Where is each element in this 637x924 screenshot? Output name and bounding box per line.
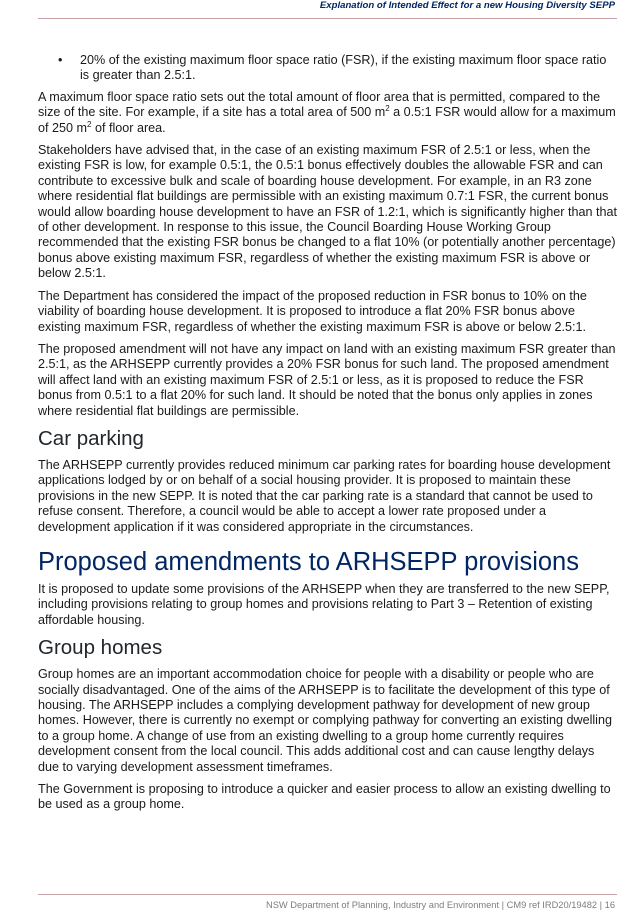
paragraph-stakeholders: Stakeholders have advised that, in the case of an existing maximum FSR of 2.5:1 or less, when the existing FSR is low, for example 0.5:1, the 0.5:1 bonus effectively doubles the allowable FSR and can contribute to excessive bulk and scale of boarding house development. For example, in an R3 zone where residential flat buildings are permissible with an existing maximum 0.7:1 FSR, the current bonus would allow boarding house development to have an FSR of 1.2:1, which is significantly higher than that of other development. In response to this issue, the Council Boarding House Working Group recommended that the existing FSR bonus be changed to a flat 10% (or potentially another percentage) bonus above existing maximum FSR, regardless of whether the existing maximum FSR is above or below 2.5:1. [38, 143, 617, 281]
paragraph-group-homes-proposal: The Government is proposing to introduce a quicker and easier process to allow an existing dwelling to be used as a group home. [38, 782, 611, 812]
paragraph-car-parking: The ARHSEPP currently provides reduced minimum car parking rates for boarding house development applications lodged by or on behalf of a social housing provider. It is proposed to maintain these provisions in the new SEPP. It is noted that the car parking rate is a standard that cannot be used to refuse consent. Therefore, a council would be able to accept a lower rate proposed under a development application if it was considered appropriate in the circumstances. [38, 457, 611, 534]
text-run: a 0.5:1 FSR would allow for a maximum of 250 m [38, 105, 616, 135]
paragraph-proposed-amendments: It is proposed to update some provisions of the ARHSEPP when they are transferred to the new SEPP, including provisions relating to group homes and provisions relating to Part 3 – Retention of existing affordable housing. [38, 581, 610, 627]
heading-proposed-amendments: Proposed amendments to ARHSEPP provisions [38, 547, 579, 576]
heading-group-homes: Group homes [38, 636, 163, 660]
header-rule [38, 18, 617, 19]
text-run: A maximum floor space ratio sets out the total amount of floor area that is permitted, compared to the size of the site. For example, if a site has a total area of 500 m [38, 89, 601, 120]
paragraph-fsr-definition [38, 90, 618, 136]
document-body [38, 53, 618, 820]
paragraph-group-homes: Group homes are an important accommodation choice for people with a disability or people who are socially disadvantaged. One of the aims of the ARHSEPP is to facilitate the development of this type of housing. The ARHSEPP includes a complying development pathway for development of new group homes. However, there is currently no exempt or complying pathway for converting an existing dwelling to a group home. A change of use from an existing dwelling to a group home currently requires development consent from the local council. This adds additional cost and can cause lengthy delays due to varying development assessment timeframes. [38, 667, 612, 774]
heading-car-parking: Car parking [38, 426, 144, 450]
bullet-icon: • [58, 53, 63, 67]
footer-rule [38, 894, 617, 895]
bullet-list [38, 53, 618, 84]
paragraph-amendment-impact: The proposed amendment will not have any impact on land with an existing maximum FSR greater than 2.5:1, as the ARHSEPP currently provides a 20% FSR bonus for such land. The proposed amendment will affect land with an existing maximum FSR of 2.5:1 or less, as it is proposed to reduce the FSR bonus from 0.5:1 to a flat 20% for such land. It should be noted that the bonus only applies in zones where residential flat buildings are permissible. [38, 341, 616, 418]
superscript: 2 [385, 104, 390, 114]
list-item [38, 53, 618, 84]
paragraph-department: The Department has considered the impact of the proposed reduction in FSR bonus to 10% on the viability of boarding house development. It is proposed to introduce a flat 20% FSR bonus above existing maximum FSR, regardless of whether the existing maximum FSR is above or below 2.5:1. [38, 288, 587, 334]
text-run: of floor area. [91, 120, 166, 135]
bullet-text: 20% of the existing maximum floor space ratio (FSR), if the existing maximum floor space ratio is greater than 2.5:1. [80, 53, 607, 83]
superscript: 2 [87, 119, 92, 129]
running-header: Explanation of Intended Effect for a new Housing Diversity SEPP [319, 0, 615, 11]
page-footer: NSW Department of Planning, Industry and Environment | CM9 ref IRD20/19482 | 16 [266, 900, 615, 910]
